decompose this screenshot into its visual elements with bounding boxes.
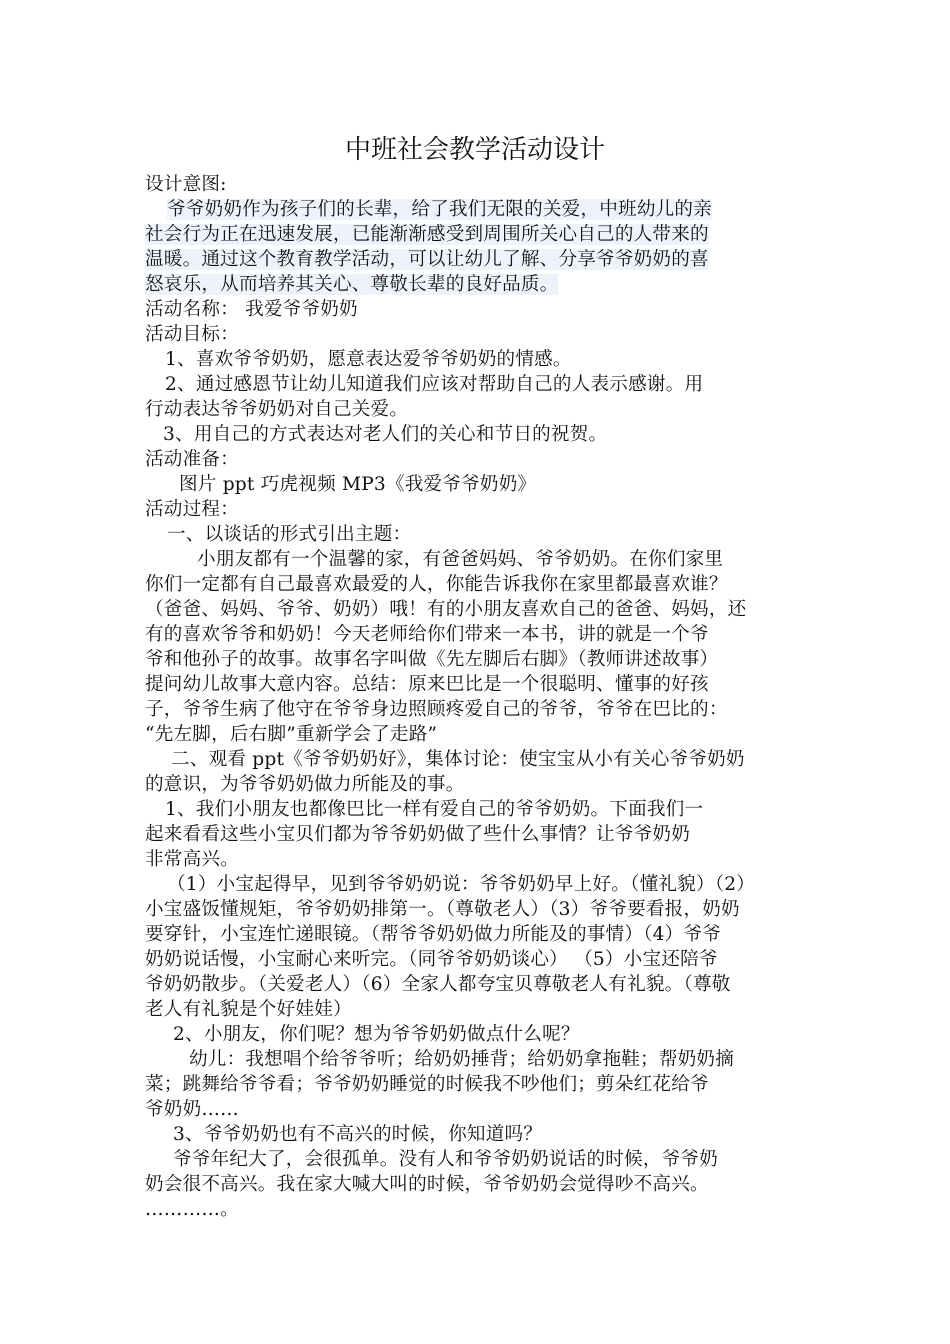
text-line-content: 的意识，为爷爷奶奶做力所能及的事。 xyxy=(145,774,465,795)
text-line xyxy=(145,222,811,247)
text-line-content: 1、我们小朋友也都像巴比一样有爱自己的爷爷奶奶。下面我们一 xyxy=(165,799,704,820)
text-line-content: 1、喜欢爷爷奶奶，愿意表达爱爷爷奶奶的情感。 xyxy=(165,349,572,370)
text-line xyxy=(145,672,811,697)
text-line xyxy=(145,722,811,747)
text-line xyxy=(145,272,811,297)
text-line-content: 活动名称： 我爱爷爷奶奶 xyxy=(145,299,358,320)
text-line-content: 奶会很不高兴。我在家大喊大叫的时候，爷爷奶奶会觉得吵不高兴。 xyxy=(145,1174,709,1195)
text-line xyxy=(145,572,811,597)
text-line xyxy=(145,897,811,922)
text-line-content: 爷爷奶奶作为孩子们的长辈，给了我们无限的关爱，中班幼儿的亲 xyxy=(167,199,713,220)
text-line xyxy=(145,1072,811,1097)
text-line xyxy=(145,972,811,997)
text-line xyxy=(145,1097,811,1122)
text-line xyxy=(145,1172,811,1197)
text-line-content: 爷奶奶…… xyxy=(145,1099,239,1120)
text-line-content: 3、爷爷奶奶也有不高兴的时候，你知道吗？ xyxy=(173,1124,543,1145)
text-line xyxy=(145,622,811,647)
text-line xyxy=(145,197,811,222)
text-line-content: 活动准备： xyxy=(145,449,239,470)
text-line-content: 2、小朋友，你们呢？想为爷爷奶奶做点什么呢？ xyxy=(173,1024,580,1045)
text-line-content: 非常高兴。 xyxy=(145,849,239,870)
text-line-content: 二、观看 ppt《爷爷奶奶好》，集体讨论：使宝宝从小有关心爷爷奶奶 xyxy=(171,749,745,770)
text-line-content: 活动目标： xyxy=(145,324,239,345)
text-line xyxy=(145,297,811,322)
text-line-content: 要穿针，小宝连忙递眼镜。（帮爷爷奶奶做力所能及的事情）（4）爷爷 xyxy=(145,924,722,945)
text-line xyxy=(145,1047,811,1072)
text-line-content: 子，爷爷生病了他守在爷爷身边照顾疼爱自己的爷爷，爷爷在巴比的： xyxy=(145,699,728,720)
text-line xyxy=(145,422,811,447)
text-line xyxy=(145,872,811,897)
text-line-content: 2、通过感恩节让幼儿知道我们应该对帮助自己的人表示感谢。用 xyxy=(165,374,704,395)
text-line xyxy=(145,522,811,547)
text-line-content: 起来看看这些小宝贝们都为爷爷奶奶做了些什么事情？让爷爷奶奶 xyxy=(145,824,691,845)
text-line-content: 爷和他孙子的故事。故事名字叫做《先左脚后右脚》（教师讲述故事） xyxy=(145,649,719,670)
text-line-content: 老人有礼貌是个好娃娃） xyxy=(145,999,352,1020)
text-line-content: 社会行为正在迅速发展，已能渐渐感受到周围所关心自己的人带来的 xyxy=(145,224,709,245)
text-line-content: 活动过程： xyxy=(145,499,239,520)
text-line xyxy=(145,247,811,272)
text-line xyxy=(145,947,811,972)
text-line xyxy=(145,1147,811,1172)
text-line-content: …………。 xyxy=(145,1199,239,1220)
text-line-content: 爷奶奶散步。（关爱老人）（6）全家人都夸宝贝尊敬老人有礼貌。（尊敬 xyxy=(145,974,731,995)
text-line xyxy=(145,847,811,872)
text-line xyxy=(145,997,811,1022)
document-body xyxy=(145,172,811,1222)
text-line xyxy=(145,372,811,397)
text-line xyxy=(145,1122,811,1147)
text-line-content: 菜；跳舞给爷爷看；爷爷奶奶睡觉的时候我不吵他们；剪朵红花给爷 xyxy=(145,1074,709,1095)
document-title: 中班社会教学活动设计 xyxy=(344,135,605,165)
text-line-content: 一、以谈话的形式引出主题： xyxy=(167,524,412,545)
text-line xyxy=(145,822,811,847)
text-line xyxy=(145,647,811,672)
text-line xyxy=(145,447,811,472)
text-line xyxy=(145,1022,811,1047)
text-line xyxy=(145,547,811,572)
text-line-content: 小宝盛饭懂规矩，爷爷奶奶排第一。（尊敬老人）（3）爷爷要看报，奶奶 xyxy=(145,899,740,920)
text-line-content: 行动表达爷爷奶奶对自己关爱。 xyxy=(145,399,409,420)
text-line-content: 爷爷年纪大了，会很孤单。没有人和爷爷奶奶说话的时候，爷爷奶 xyxy=(173,1149,719,1170)
text-line xyxy=(145,347,811,372)
text-line-content: “先左脚，后右脚”重新学会了走路” xyxy=(145,724,438,745)
text-line xyxy=(145,472,811,497)
text-line-content: 3、用自己的方式表达对老人们的关心和节日的祝贺。 xyxy=(163,424,608,445)
text-line-content: （1）小宝起得早，见到爷爷奶奶说：爷爷奶奶早上好。（懂礼貌）（2） xyxy=(167,874,756,895)
text-line-content: 小朋友都有一个温馨的家，有爸爸妈妈、爷爷奶奶。在你们家里 xyxy=(197,549,724,570)
text-line-content: 提问幼儿故事大意内容。总结：原来巴比是一个很聪明、懂事的好孩 xyxy=(145,674,709,695)
text-line xyxy=(145,322,811,347)
text-line-content: 设计意图: xyxy=(145,174,227,195)
text-line-content: （爸爸、妈妈、爷爷、奶奶）哦！有的小朋友喜欢自己的爸爸、妈妈，还 xyxy=(145,599,747,620)
text-line xyxy=(145,397,811,422)
text-line xyxy=(145,172,811,197)
text-line xyxy=(145,497,811,522)
text-line-content: 奶奶说话慢，小宝耐心来听完。（同爷爷奶奶谈心） （5）小宝还陪爷 xyxy=(145,949,718,970)
text-line-content: 怒哀乐，从而培养其关心、尊敬长辈的良好品质。 xyxy=(145,274,559,295)
text-line-content: 图片 ppt 巧虎视频 MP3《我爱爷爷奶奶》 xyxy=(179,474,537,495)
text-line-content: 有的喜欢爷爷和奶奶！今天老师给你们带来一本书，讲的就是一个爷 xyxy=(145,624,709,645)
text-line xyxy=(145,597,811,622)
text-line xyxy=(145,797,811,822)
text-line xyxy=(145,1197,811,1222)
text-line xyxy=(145,772,811,797)
text-line xyxy=(145,747,811,772)
text-line xyxy=(145,922,811,947)
text-line-content: 温暖。通过这个教育教学活动，可以让幼儿了解、分享爷爷奶奶的喜 xyxy=(145,249,709,270)
text-line-content: 你们一定都有自己最喜欢最爱的人，你能告诉我你在家里都最喜欢谁？ xyxy=(145,574,728,595)
text-line-content: 幼儿：我想唱个给爷爷听；给奶奶捶背；给奶奶拿拖鞋；帮奶奶摘 xyxy=(189,1049,735,1070)
text-line xyxy=(145,697,811,722)
